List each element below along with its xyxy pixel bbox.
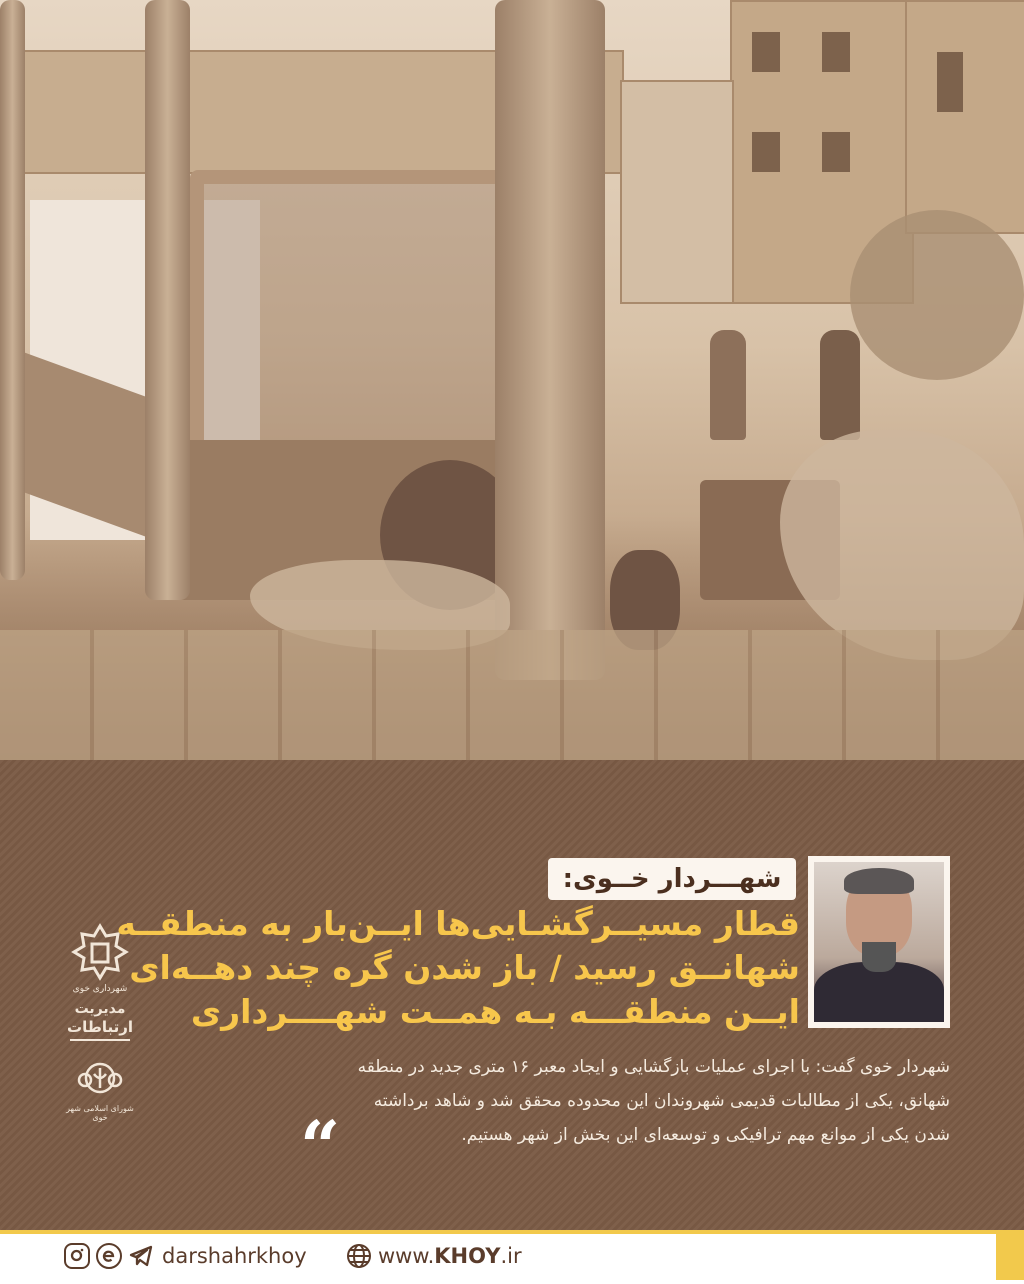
headline-line-1: قطار مسیــرگشـایی‌ها ایــن‌بار به منطقــه [116,904,800,943]
eitaa-icon[interactable] [96,1243,122,1269]
building-mid [620,80,734,304]
tree-trunk-edge [0,0,25,580]
comms-logo-line2: ارتباطات [67,1018,133,1036]
backhoe-cab [190,170,520,460]
footer-bar [0,1230,1024,1284]
front-brick-wall [0,630,1024,780]
comms-logo-divider [70,1039,130,1041]
website-link[interactable] [378,1244,522,1268]
headline-line-2: شهانــق رسید / باز شدن گره چند دهــه‌ای [129,948,800,987]
headline-line-3: ایــن منطقـــه بـه همــت شهــــرداری [190,992,800,1031]
person-2 [820,330,860,440]
quote-line-2: شهانق، یکی از مطالبات قدیمی شهروندان این محدوده محقق شد و شاهد برداشته [373,1091,950,1111]
headline [116,902,800,1034]
globe-icon [346,1243,372,1269]
social-handle[interactable]: darshahrkhoy [162,1244,307,1268]
comms-logo [58,1000,142,1041]
quote-mark-icon: “ [300,1105,341,1188]
quote-body [160,1050,950,1152]
council-logo [58,1058,142,1122]
person-1 [710,330,746,440]
portrait-beard [862,942,896,972]
tree-trunk-left [145,0,190,600]
quote-line-3: شدن یکی از موانع مهم ترافیکی و توسعه‌ای این بخش از شهر هستیم. [461,1125,950,1145]
tree-foliage [850,210,1024,380]
footer-accent [996,1230,1024,1280]
quote-line-1: شهردار خوی گفت: با اجرای عملیات بازگشایی و ایجاد معبر ۱۶ متری جدید در منطقه [357,1057,950,1077]
mayor-photo [814,862,944,1022]
council-emblem-icon [73,1058,127,1102]
rubble-pile [780,430,1024,660]
tree-trunk-center [495,0,605,680]
municipality-logo-label: شهرداری خوی [72,984,128,994]
website-main: KHOY [434,1244,501,1268]
website-prefix: www. [378,1244,435,1268]
telegram-icon[interactable] [128,1243,154,1269]
instagram-icon[interactable] [64,1243,90,1269]
building-far-right [905,0,1024,234]
comms-logo-line1: مدیریت [74,1001,126,1017]
council-logo-label: شورای اسلامی شهر خوی [66,1104,134,1122]
portrait-hair [844,868,914,894]
mayor-portrait [808,856,950,1028]
speaker-tag: شهـــردار خــوی: [548,858,796,900]
website-suffix: .ir [500,1244,522,1268]
